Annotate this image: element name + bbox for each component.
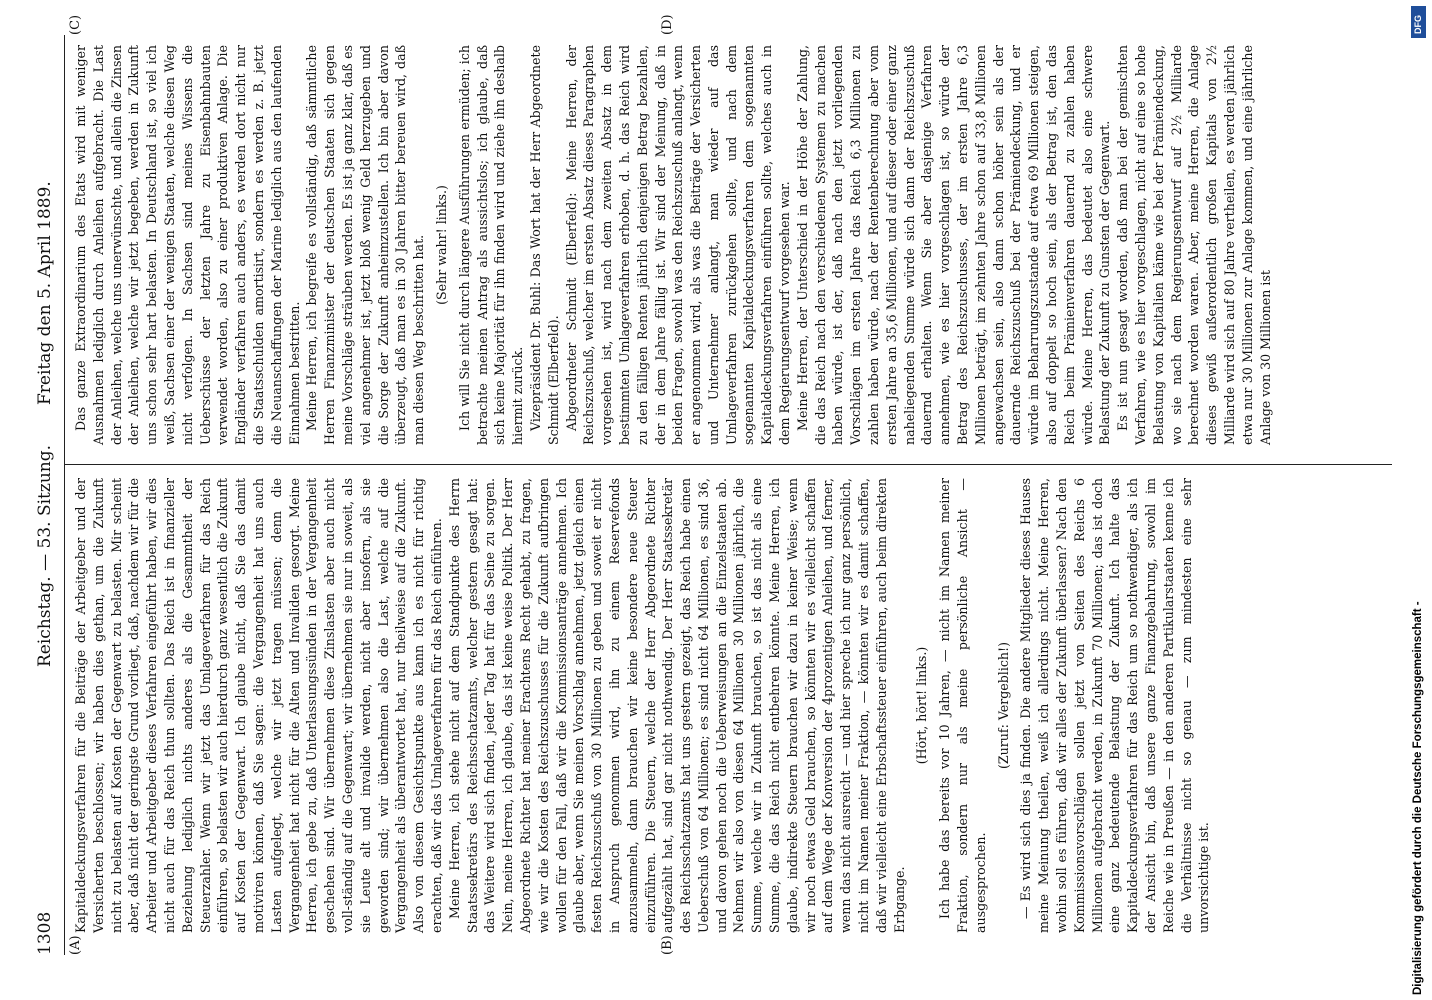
interjection: (Hört, hört! links.) [914,646,930,765]
margin-marker-a: (A) [68,935,83,955]
paragraph: — Es wird sich dies ja finden. Die andere Mitglieder dieses Hauses meine Meinung theilen, weiß ich allerdings nicht. Meine Herren, wohin soll es führen, daß wir alles der Zukunft überlassen? Nach den Kommissionsvorschlägen sollen jetzt von Seiten des Reichs 6 Millionen aufgebracht werden, in Zukunft 70 Millionen; das ist doch eine ganz bedeutende Belastung der Zukunft. Ich halte das Kapitaldeckungsverfahren für das Reich um so nothwendiger, als ich der Ansicht bin, daß unsere ganze Finanzgebahrung, sowohl im Reiche wie in Preußen — in den anderen Partikularstaaten kenne ich die Verhältnisse nicht so genau — zum mindesten eine sehr unvorsichtige ist. [1018,478,1212,933]
header-rule [64,35,65,955]
paragraph: Kapitaldeckungsverfahren für die Beiträge der Arbeitgeber und der Versicherten beschlossen; wir haben dies gethan, um die Zukunft nicht zu belasten auf Kosten der Gegenwart zu belasten. Mir scheint aber, daß nicht der geringste Grund vorliegt, daß, nachdem wir für die Arbeiter und Arbeitgeber dieses Verfahren eingeführt haben, wir dies nicht auch für das Reich thun sollten. Das Reich ist in finanzieller Beziehung lediglich nichts anderes als die Gesammtheit der Steuerzahler. Wenn wir jetzt das Umlageverfahren für das Reich einführen, so belasten wir auch hierdurch ganz wesentlich die Zukunft auf Kosten der Gegenwart. Ich glaube nicht, daß Sie das damit motiviren können, daß Sie sagen: die Vergangenheit hat uns auch Lasten aufgelegt, welche wir jetzt tragen müssen; denn die Vergangenheit hat nicht für die Alten und Invaliden gesorgt. Meine Herren, ich gebe zu, daß Unterlassungssünden in der Vergangenheit geschehen sind. Wir übernehmen diese Zinslasten aber auch nicht voll-ständig auf die Gegenwart; wir übernehmen sie nur in soweit, als sie Leute alt und invalide werden, nicht aber insofern, als sie geworden sind; wir übernehmen also die Last, welche auf die Vergangenheit als überantwortet hat, nur theilweise auf die Zukunft. Also von diesem Gesichtspunkte aus kann ich es nicht für richtig erachten, daß wir das Umlageverfahren für das Reich einführen. [73,478,444,933]
header-right-title: Freitag den 5. April 1889. [35,181,55,405]
dfg-credit-text: Digitalisierung gefördert durch die Deutsche Forschungsgemeinschaft - [1412,601,1424,995]
interjection: (Sehr wahr! links.) [433,185,449,305]
margin-marker-d: (D) [660,14,675,35]
page-number: 1308 [35,911,55,955]
paragraph: Meine Herren, der Unterschied in der Höhe der Zahlung, die das Reich nach den verschiedenen Systemen zu machen haben würde, ist der, daß nach den jetzt vorliegenden Vorschlägen im ersten Jahre das Reich 6,3 Millionen zu zahlen haben würde, nach der Rentenberechnung aber vom ersten Jahre an 35,6 Millionen, und auf dieser oder einer ganz naheliegenden Summe würde sich dann der Reichszuschuß dauernd erhalten. Wenn Sie aber dasjenige Verfahren annehmen, wie es hier vorgeschlagen ist, so würde der Betrag des Reichszuschusses, der im ersten Jahre 6,3 Millionen beträgt, im zehnten Jahre schon auf 33,8 Millionen angewachsen sein, also dann schon höher sein als der dauernde Reichszuschuß bei der Prämiendeckung, und er würde im Beharrungszustande auf etwa 69 Millionen steigen, also auf doppelt so hoch sein, als der Betrag ist, den das Reich beim Prämienverfahren dauernd zu zahlen haben würde. Meine Herren, das bedeutet also eine schwere Belastung der Zukunft zu Gunsten der Gegenwart. [794,45,1113,445]
paragraph: Das ganze Extraordinarium des Etats wird mit weniger Ausnahmen lediglich durch Anleihen aufgebracht. Die Last der Anleihen, welche uns unerwünschte, und allein die Zinsen der Anleihen, welche wir jetzt begeben, werden in Zukunft uns schon sehr hart belasten. In Deutschland ist, so viel ich weiß, Sachsen einer der wenigen Staaten, welche diesen Weg nicht verfolgen. In Sachsen sind meines Wissens die Ueberschüsse der letzten Jahre zu Eisenbahnbauten verwendet worden, also zu einer produktiven Anlage. Die Engländer verfahren auch anders, es werden dort nicht nur die Staatsschulden amortisirt, sondern es werden z. B. jetzt die Neuanschaffungen der Marine lediglich aus den laufenden Einnahmen bestritten. [73,45,302,445]
dfg-logo: DFG [1411,6,1426,38]
margin-marker-c: (C) [68,14,83,35]
paragraph: Ich habe das bereits vor 10 Jahren, — nicht im Namen meiner Fraktion, sondern nur als meine persönliche Ansicht — ausgesprochen. [937,478,988,933]
scanned-page [20,5,1400,985]
page-header [28,35,62,955]
right-column [72,45,1274,445]
interjection: (Zuruf: Vergeblich!) [995,642,1011,769]
left-column [72,478,1213,933]
paragraph: Abgeordneter Schmidt (Elberfeld): Meine Herren, der Reichszuschuß, welcher im ersten Absatz dieses Paragraphen vorgesehen ist, wird nach dem zweiten Absatz in dem bestimmten Umlageverfahren erhoben, d. h. das Reich wird zu den fälligen Renten jährlich denjenigen Betrag bezahlen, der in dem Jahre fällig ist. Wir sind der Meinung, daß in beiden Fragen, sowohl was den Reichszuschuß anlangt, wenn er angenommen wird, als was die Beiträge der Versicherten und Unternehmer anlangt, man wieder auf das Umlageverfahren zurückgehen sollte, und nach dem sogenannten Kapitaldeckungsverfahren dem sogenannten Kapitaldeckungsverfahren einführen sollte, welches auch in dem Regierungsentwurf vorgesehen war. [563,45,793,445]
column-divider [64,464,1392,465]
paragraph: Vizepräsident Dr. Buhl: Das Wort hat der Herr Abgeordnete Schmidt (Elberfeld). [527,45,561,445]
header-left-title: Reichstag. — 53. Sitzung. [35,445,55,668]
paragraph: Es ist nun gesagt worden, daß man bei der gemischten Verfahren, wie es hier vorgeschlagen, nicht auf eine so hohe Belastung von Kapitalien käme wie bei der Prämiendeckung, wo sie nach dem Regierungsentwurf auf 2½ Milliarde berechnet worden waren. Aber, meine Herren, die Anlage dieses gewiß außerordentlich großen Kapitals von 2½ Milliarde wird sich auf 80 Jahre vertheilen, es werden jährlich etwa nur 30 Millionen zur Anlage kommen, und eine jährliche Anlage von 30 Millionen ist [1115,45,1273,445]
paragraph: Meine Herren, ich begreife es vollständig, daß sämmtliche Herren Finanzminister der deutschen Staaten sich gegen meine Vorschläge sträuben werden. Es ist ja ganz klar, daß es viel angenehmer ist, jetzt bloß wenig Geld herzugeben und die Sorge der Zukunft anheimzustellen. Ich bin aber davon überzeugt, daß man es in 30 Jahren bitter bereuen wird, daß man diesen Weg beschritten hat. [304,45,427,445]
paragraph: Meine Herren, ich stehe nicht auf dem Standpunkte des Herrn Staatssekretärs des Reichsschatzamts, welcher gestern gesagt hat: das Weitere wird sich finden, jeder Tag hat für das Seine zu sorgen. Nein, meine Herren, ich glaube, das ist keine weise Politik. Der Herr Abgeordnete Richter hat meiner Erachtens Recht gehabt, zu fragen, wie wir die Kosten des Reichszuschusses für die Zukunft aufbringen wollen für den Fall, daß wir die Kommissionsanträge annehmen. Ich glaube aber, wenn Sie meinen Vorschlag annehmen, jetzt gleich einen festen Reichszuschuß von 30 Millionen zu geben und soweit er nicht in Anspruch genommen wird, ihn zu einem Reservefonds anzusammeln, dann brauchen wir keine besondere neue Steuer einzuführen. Die Steuern, welche der Herr Abgeordnete Richter aufgezählt hat, sind gar nicht nothwendig. Der Herr Staatssekretär des Reichsschatzamts hat uns gestern gezeigt, das Reich habe einen Ueberschuß von 64 Millionen; es sind nicht 64 Millionen, es sind 36, und davon gehen noch die Ueberweisungen an die Einzelstaaten ab. Nehmen wir also von diesen 64 Millionen 30 Millionen jährlich, die Summe, welche wir in Zukunft brauchen, so ist das nicht als eine Summe, die das Reich nicht entbehren könnte. Meine Herren, ich glaube, indirekte Steuern brauchen wir dazu in keiner Weise; wenn wir noch etwas Geld brauchen, so könnten wir es vielleicht schaffen auf dem Wege der Konversion der 4prozentigen Anleihen, und ferner, wenn das nicht ausreicht — und hier spreche ich nur ganz persönlich, nicht im Namen meiner Fraktion, — könnten wir es damit schaffen, daß wir vielleicht eine Erbschaftssteuer einführen, auch beim direkten Erbgange. [446,478,907,933]
digitization-footer [1398,0,1428,1000]
paragraph: Ich will Sie nicht durch längere Ausführungen ermüden; ich betrachte meinen Antrag als aussichtslos; ich glaube, daß sich keine Majorität für ihn finden wird und ziehe ihn deshalb hiermit zurück. [456,45,526,445]
margin-marker-b: (B) [660,935,675,955]
